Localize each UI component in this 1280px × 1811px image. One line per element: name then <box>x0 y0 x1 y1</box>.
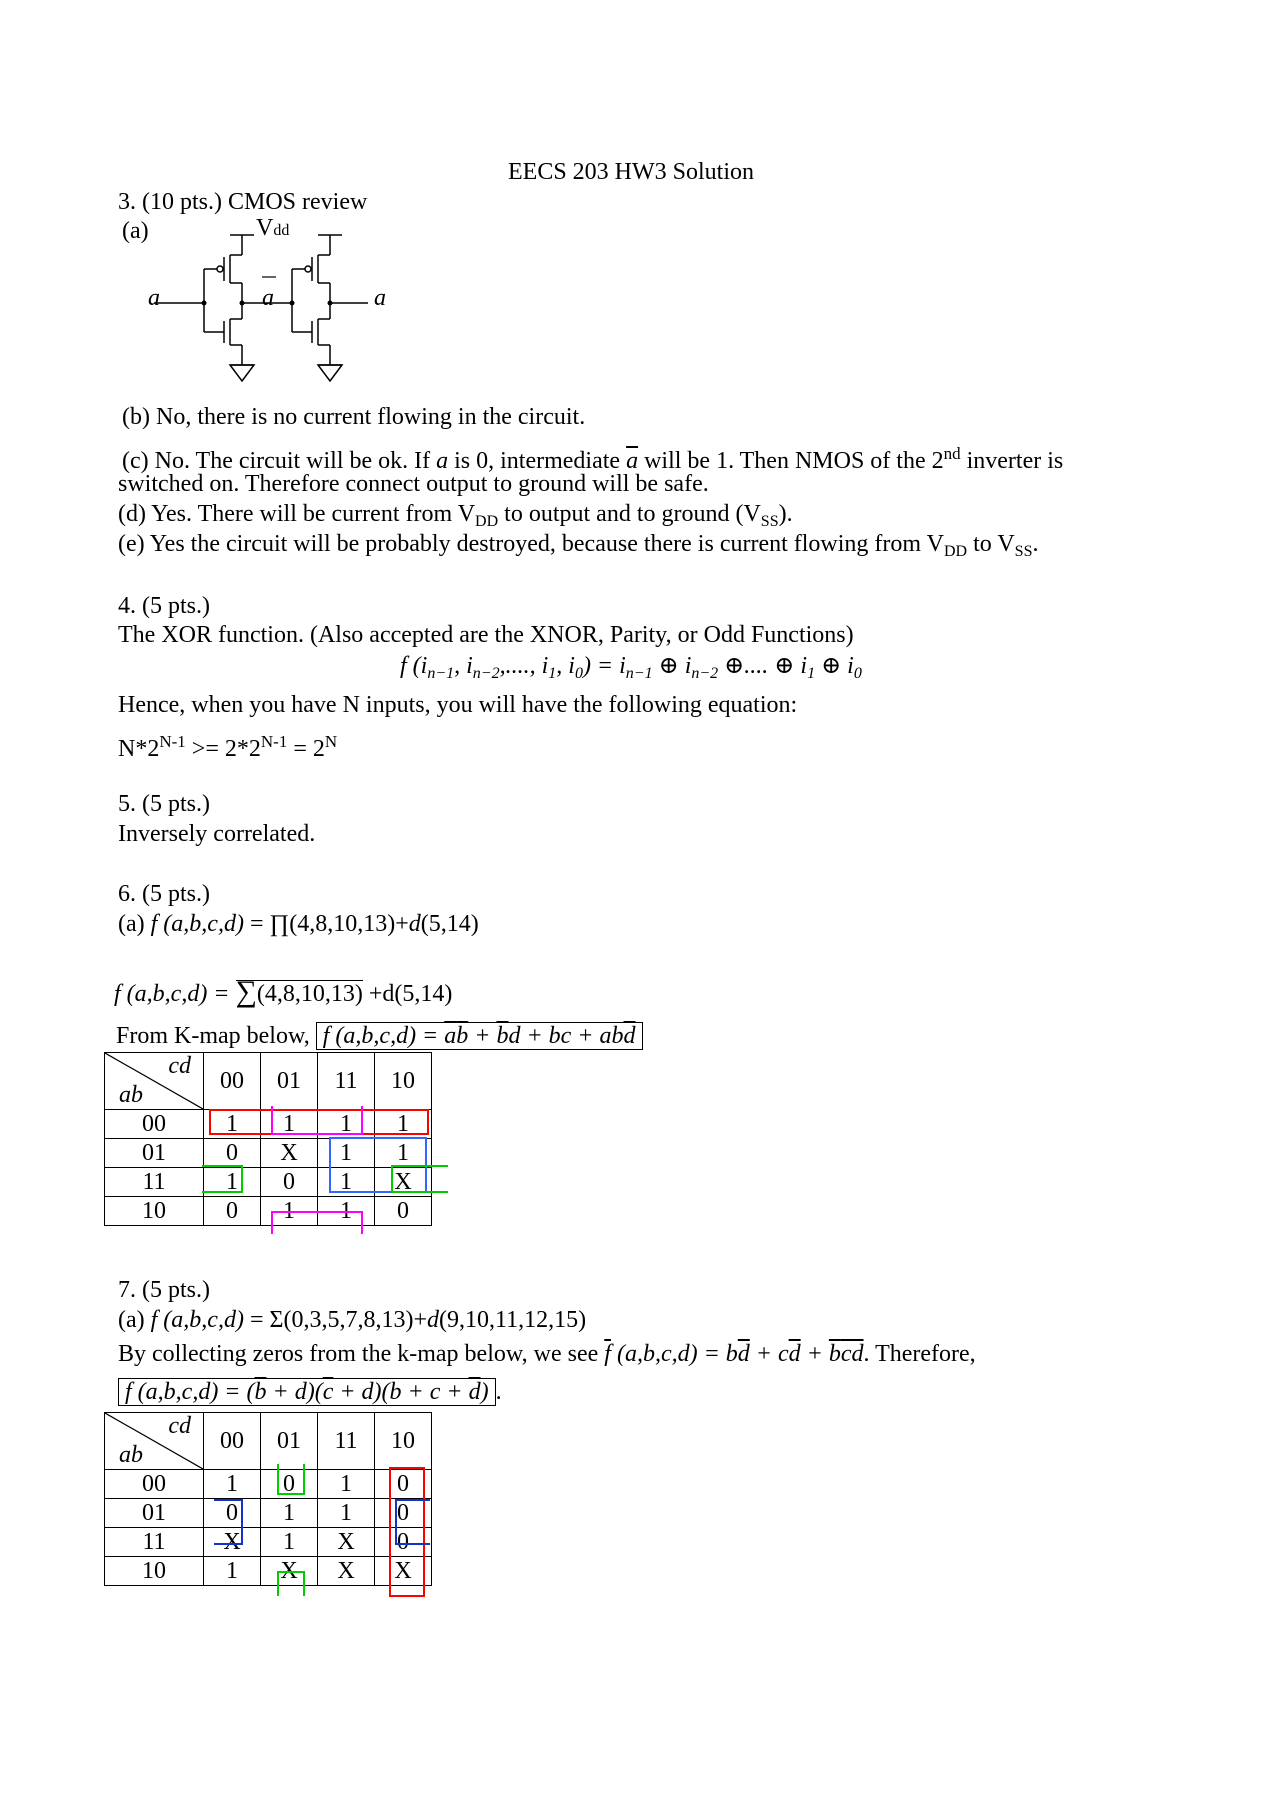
kmap-cell: 0 <box>261 1470 318 1499</box>
kmap-cell: 0 <box>375 1197 432 1226</box>
kmap-row-header: 00 <box>105 1110 204 1139</box>
kmap-cell: 1 <box>375 1139 432 1168</box>
page-title: EECS 203 HW3 Solution <box>508 159 755 185</box>
q4-line1: The XOR function. (Also accepted are the XNOR, Parity, or Odd Functions) <box>118 622 854 648</box>
q3-answer-c-line1: (c) No. The circuit will be ok. If a is 0, intermediate $\overline{a}$ will be 1. Then NMOS of the 2nd inverter is <box>122 444 1064 474</box>
kmap-cell: 1 <box>318 1499 375 1528</box>
kmap-cell: 1 <box>261 1197 318 1226</box>
kmap-cell: 1 <box>204 1168 261 1197</box>
kmap-cell: X <box>261 1139 318 1168</box>
kmap-col-header: 00 <box>204 1413 261 1470</box>
q3-answer-b: (b) No, there is no current flowing in the circuit. <box>122 404 586 430</box>
q3-heading: 3. (10 pts.) CMOS review <box>118 189 368 215</box>
input-a-label: a <box>148 285 160 311</box>
kmap-cell: 1 <box>318 1197 375 1226</box>
kmap-corner: cd ab <box>105 1053 204 1110</box>
q7-line2: By collecting zeros from the k-map below, we see $\overline{f}$ $(a,b,c,d) = b\overline{d} + c\overline{d} + \overline{b}\overline{c}\overline{d}$. Therefore, <box>118 1341 976 1367</box>
q6-sum-expression: f (a,b,c,d) = ∑(4,8,10,13) +d(5,14) <box>114 975 453 1008</box>
kmap-col-header: 01 <box>261 1053 318 1110</box>
q7-result: f $(a,b,c,d) = (\overline{b} + d)(\overline{c} + d)(b + c + \overline{d})$ . <box>118 1378 502 1406</box>
kmap-cell: 1 <box>318 1110 375 1139</box>
kmap-cell: 0 <box>204 1197 261 1226</box>
kmap-col-header: 00 <box>204 1053 261 1110</box>
kmap-cell: 1 <box>318 1470 375 1499</box>
kmap-cell: 1 <box>204 1110 261 1139</box>
q4-equation: $N*2^{N-1} >= 2*2^{N-1} = 2^N$ <box>118 732 338 762</box>
kmap-row-header: 11 <box>105 1528 204 1557</box>
kmap-row-header: 00 <box>105 1470 204 1499</box>
kmap-cell: X <box>375 1557 432 1586</box>
kmap-cell: X <box>318 1557 375 1586</box>
kmap-row-header: 10 <box>105 1197 204 1226</box>
intermediate-abar-label: a <box>262 285 274 311</box>
kmap-corner: cd ab <box>105 1413 204 1470</box>
kmap-cell: 1 <box>204 1470 261 1499</box>
kmap-col-header: 11 <box>318 1413 375 1470</box>
kmap-cell: 0 <box>375 1528 432 1557</box>
kmap-cell: 0 <box>204 1499 261 1528</box>
kmap-cell: 1 <box>318 1139 375 1168</box>
kmap-cell: 0 <box>204 1139 261 1168</box>
q3-part-a-label: (a) <box>122 218 149 244</box>
kmap-col-header: 10 <box>375 1413 432 1470</box>
q6-result-box: f $(a,b,c,d) = \overline{a}\overline{b} + \overline{b}d$ + bc + $ab\overline{d}$ <box>316 1022 643 1050</box>
q5-answer: Inversely correlated. <box>118 821 316 847</box>
kmap-cell: 1 <box>261 1110 318 1139</box>
kmap-row-header: 01 <box>105 1139 204 1168</box>
q4-heading: 4. (5 pts.) <box>118 593 210 619</box>
kmap-col-header: 01 <box>261 1413 318 1470</box>
q4-line2: Hence, when you have N inputs, you will have the following equation: <box>118 692 798 718</box>
q5-heading: 5. (5 pts.) <box>118 791 210 817</box>
q7-heading: 7. (5 pts.) <box>118 1277 210 1303</box>
kmap-cell: 0 <box>375 1470 432 1499</box>
q6-heading: 6. (5 pts.) <box>118 881 210 907</box>
kmap-row-header: 01 <box>105 1499 204 1528</box>
kmap-col-header: 10 <box>375 1053 432 1110</box>
vdd-label: Vdd <box>256 215 290 241</box>
q7-result-box: f $(a,b,c,d) = (\overline{b} + d)(\overline{c} + d)(b + c + \overline{d})$ <box>118 1378 496 1406</box>
kmap-cell: 1 <box>261 1528 318 1557</box>
kmap-cell: 1 <box>375 1110 432 1139</box>
kmap-cell: X <box>204 1528 261 1557</box>
q3-answer-e: (e) Yes the circuit will be probably destroyed, because there is current flowing from $V_{DD}$ to $V_{SS}$. <box>118 531 1039 560</box>
q6-kmap <box>104 1052 432 1226</box>
output-a-label: a <box>374 285 386 311</box>
kmap-cell: 1 <box>318 1168 375 1197</box>
kmap-cell: 0 <box>375 1499 432 1528</box>
kmap-cell: X <box>261 1557 318 1586</box>
q7-part-a: (a) f (a,b,c,d) = Σ(0,3,5,7,8,13)+d(9,10,11,12,15) <box>118 1307 587 1333</box>
kmap-row-header: 11 <box>105 1168 204 1197</box>
q7-kmap <box>104 1412 432 1586</box>
kmap-col-header: 11 <box>318 1053 375 1110</box>
q6-part-a: (a) f (a,b,c,d) = ∏(4,8,10,13)+d(5,14) <box>118 911 479 937</box>
q3-answer-d: (d) Yes. There will be current from $V_{DD}$ to output and to ground $(V_{SS})$. <box>118 501 793 530</box>
kmap-cell: X <box>375 1168 432 1197</box>
q3-answer-c-line2: switched on. Therefore connect output to ground will be safe. <box>118 471 709 497</box>
q6-kmap-intro: From K-map below, f $(a,b,c,d) = \overline{a}\overline{b} + \overline{b}d$ + bc + $ab\overline{d}$ <box>116 1022 643 1050</box>
kmap-cell: 1 <box>204 1557 261 1586</box>
kmap-cell: 0 <box>261 1168 318 1197</box>
kmap-cell: 1 <box>261 1499 318 1528</box>
kmap-cell: X <box>318 1528 375 1557</box>
xor-equation: f ($i_{n-1}$, $i_{n-2}$,...., $i_1$, $i_0) = i_{n-1}$ ⊕ $i_{n-2}$ ⊕.... ⊕ $i_1$ ⊕ $i_0$ <box>400 653 862 682</box>
kmap-row-header: 10 <box>105 1557 204 1586</box>
